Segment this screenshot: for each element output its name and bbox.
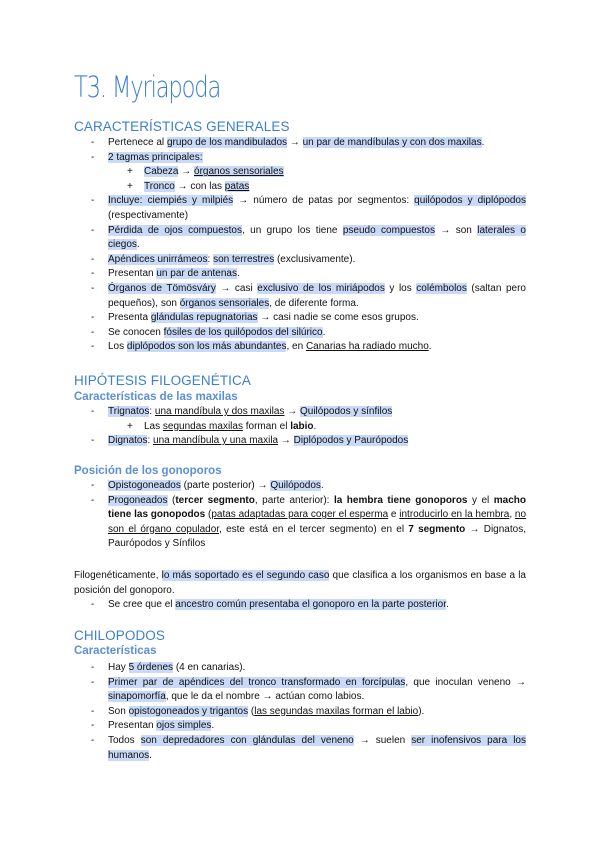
- list-item: - Los diplópodos son los más abundantes, en Canarias ha radiado mucho.: [74, 340, 526, 355]
- list-item: - 2 tagmas principales:: [74, 151, 526, 166]
- paragraph: Filogenéticamente, lo más soportado es el segundo caso que clasifica a los organismos en base a la posición del gonoporo.: [74, 570, 526, 596]
- list-item: - Progoneados (tercer segmento, parte anterior): la hembra tiene gonoporos y el macho tiene las gonopodos (patas adaptadas para coger el esperma e introducirlo en la hembra, no son el órgano copulador, este está en el tercer segmento) en el 7 segmento → Dignatos, Paurópodos y Sínfilos: [74, 494, 526, 552]
- list-item: - Primer par de apéndices del tronco transformado en forcípulas, que inoculan veneno → sinapomorfía, que le da el nombre → actúan como labios.: [74, 676, 526, 705]
- caracteristicas-list-block: [74, 136, 526, 355]
- list-item: - Dignatos: una mandíbula y una maxila → Diplópodos y Paurópodos: [74, 434, 526, 449]
- list-subitem: + Tronco → con las patas: [74, 180, 526, 195]
- list-item: - Pérdida de ojos compuestos, un grupo los tiene pseudo compuestos → son laterales o ciegos.: [74, 224, 526, 253]
- gonoporos-list-block: [74, 479, 526, 552]
- list-item: - Incluye: ciempiés y milpiés → número de patas por segmentos: quilópodos y diplópodos (respectivamente): [74, 194, 526, 223]
- list-item: - Opistogoneados (parte posterior) → Quilópodos.: [74, 479, 526, 494]
- page-title: T3. Myriapoda: [74, 70, 221, 104]
- list-subitem: + Las segundas maxilas forman el labio.: [74, 420, 526, 435]
- list-item: - Pertenece al grupo de los mandibulados → un par de mandíbulas y con dos maxilas.: [74, 136, 526, 151]
- list-item: - Presentan un par de antenas.: [74, 267, 526, 282]
- list-item: - Órganos de Tömösváry → casi exclusivo de los miriápodos y los colémbolos (saltan pero pequeños), son órganos sensoriales, de diferente forma.: [74, 282, 526, 311]
- list-item: - Son opistogoneados y trigantos (las segundas maxilas forman el labio).: [74, 705, 526, 720]
- filogenetica-paragraph-block: [74, 569, 526, 613]
- section-heading-chilopodos: CHILOPODOS: [74, 628, 166, 643]
- subheading-gonoporos: Posición de los gonoporos: [74, 465, 222, 477]
- subheading-caracteristicas: Características: [74, 645, 157, 657]
- list-item: - Se cree que el ancestro común presentaba el gonoporo en la parte posterior.: [74, 598, 526, 613]
- section-heading-hipotesis: HIPÓTESIS FILOGENÉTICA: [74, 373, 251, 388]
- list-item: - Presenta glándulas repugnatorias → casi nadie se come esos grupos.: [74, 311, 526, 326]
- list-item: - Apéndices unirrámeos: son terrestres (exclusivamente).: [74, 253, 526, 268]
- list-item: - Se conocen fósiles de los quilópodos del silúrico.: [74, 326, 526, 341]
- maxilas-list-block: [74, 405, 526, 449]
- list-item: - Trignatos: una mandíbula y dos maxilas → Quilópodos y sínfilos: [74, 405, 526, 420]
- chilopodos-list-block: [74, 661, 526, 763]
- list-item: - Hay 5 órdenes (4 en canarias).: [74, 661, 526, 676]
- list-item: - Presentan ojos simples.: [74, 719, 526, 734]
- subheading-maxilas: Características de las maxilas: [74, 391, 238, 403]
- list-subitem: + Cabeza → órganos sensoriales: [74, 165, 526, 180]
- section-heading-caracteristicas: CARACTERÍSTICAS GENERALES: [74, 119, 290, 134]
- list-item: - Todos son depredadores con glándulas del veneno → suelen ser inofensivos para los humanos.: [74, 734, 526, 763]
